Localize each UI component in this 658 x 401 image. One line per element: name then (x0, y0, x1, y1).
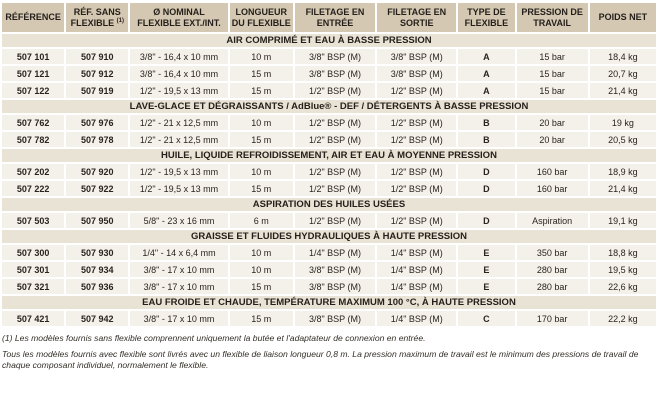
column-header: RÉFÉRENCE (2, 3, 64, 32)
table-cell: 22,2 kg (590, 311, 656, 326)
table-cell: 10 m (230, 245, 293, 260)
table-cell: B (458, 132, 514, 147)
table-cell: 20,5 kg (590, 132, 656, 147)
table-cell: 507 122 (2, 83, 64, 98)
table-cell: 507 978 (66, 132, 128, 147)
table-cell: 507 762 (2, 115, 64, 130)
table-cell: 507 101 (2, 49, 64, 64)
column-header: LONGUEUR DU FLEXIBLE (230, 3, 293, 32)
table-cell: 1/2" BSP (M) (295, 181, 375, 196)
section-row (2, 230, 656, 243)
table-row (2, 181, 656, 196)
column-header: FILETAGE EN ENTRÉE (295, 3, 375, 32)
section-row (2, 100, 656, 113)
table-cell: 15 m (230, 83, 293, 98)
table-cell: 1/2" - 19,5 x 13 mm (130, 83, 227, 98)
table-cell: 19,5 kg (590, 262, 656, 277)
table-cell: 280 bar (517, 262, 588, 277)
table-cell: 18,8 kg (590, 245, 656, 260)
table-cell: 1/4" BSP (M) (295, 245, 375, 260)
table-cell: 1/2" - 19,5 x 13 mm (130, 181, 227, 196)
table-cell: 507 930 (66, 245, 128, 260)
table-cell: 15 bar (517, 49, 588, 64)
table-cell: 21,4 kg (590, 181, 656, 196)
section-title: GRAISSE ET FLUIDES HYDRAULIQUES À HAUTE PRESSION (2, 230, 656, 243)
table-cell: 3/8" - 17 x 10 mm (130, 311, 227, 326)
table-cell: 160 bar (517, 181, 588, 196)
table-cell: E (458, 279, 514, 294)
table-cell: 15 m (230, 311, 293, 326)
table-cell: 1/4" BSP (M) (377, 245, 456, 260)
table-cell: 1/4" BSP (M) (377, 279, 456, 294)
table-cell: 19,1 kg (590, 213, 656, 228)
table-cell: 507 922 (66, 181, 128, 196)
table-cell: 1/2" BSP (M) (295, 132, 375, 147)
table-row (2, 245, 656, 260)
table-cell: 280 bar (517, 279, 588, 294)
table-cell: 1/2" BSP (M) (377, 181, 456, 196)
table-row (2, 311, 656, 326)
table-cell: 3/8" BSP (M) (377, 66, 456, 81)
table-cell: D (458, 181, 514, 196)
table-row (2, 164, 656, 179)
table-cell: D (458, 213, 514, 228)
table-cell: 3/8" - 16,4 x 10 mm (130, 49, 227, 64)
table-header (2, 3, 656, 32)
table-cell: 1/4" BSP (M) (377, 311, 456, 326)
table-cell: 15 bar (517, 83, 588, 98)
table-cell: 3/8" BSP (M) (295, 66, 375, 81)
table-cell: 507 300 (2, 245, 64, 260)
table-cell: 3/8" BSP (M) (377, 49, 456, 64)
column-header: TYPE DE FLEXIBLE (458, 3, 514, 32)
table-row (2, 83, 656, 98)
table-row (2, 213, 656, 228)
table-cell: 350 bar (517, 245, 588, 260)
table-cell: 6 m (230, 213, 293, 228)
table-cell: B (458, 115, 514, 130)
table-cell: 21,4 kg (590, 83, 656, 98)
table-cell: 3/8" BSP (M) (295, 311, 375, 326)
table-row (2, 115, 656, 130)
table-cell: 1/2" BSP (M) (295, 83, 375, 98)
table-cell: 5/8" - 23 x 16 mm (130, 213, 227, 228)
table-cell: 1/4" BSP (M) (377, 262, 456, 277)
table-cell: 10 m (230, 115, 293, 130)
footnotes (0, 328, 658, 372)
table-cell: 507 421 (2, 311, 64, 326)
table-cell: A (458, 83, 514, 98)
table-cell: 20,7 kg (590, 66, 656, 81)
table-cell: 1/2" BSP (M) (377, 132, 456, 147)
table-cell: 507 934 (66, 262, 128, 277)
table-cell: 18,9 kg (590, 164, 656, 179)
table-cell: 1/4" - 14 x 6,4 mm (130, 245, 227, 260)
table-cell: 1/2" BSP (M) (377, 164, 456, 179)
table-row (2, 49, 656, 64)
table-row (2, 262, 656, 277)
table-cell: 3/8" BSP (M) (295, 262, 375, 277)
table-body (2, 34, 656, 326)
table-cell: 15 m (230, 66, 293, 81)
table-cell: E (458, 245, 514, 260)
table-cell: 1/2" BSP (M) (295, 213, 375, 228)
table-cell: 1/2" BSP (M) (295, 115, 375, 130)
table-cell: 3/8" BSP (M) (295, 49, 375, 64)
table-cell: 15 m (230, 132, 293, 147)
table-cell: D (458, 164, 514, 179)
table-cell: 507 912 (66, 66, 128, 81)
table-cell: 3/8" - 17 x 10 mm (130, 262, 227, 277)
table-cell: Aspiration (517, 213, 588, 228)
section-row (2, 296, 656, 309)
table-cell: 507 910 (66, 49, 128, 64)
table-cell: 507 782 (2, 132, 64, 147)
table-cell: 160 bar (517, 164, 588, 179)
table-cell: C (458, 311, 514, 326)
table-cell: 10 m (230, 262, 293, 277)
table-cell: 18,4 kg (590, 49, 656, 64)
column-header: RÉF. SANS FLEXIBLE $^{(1)}$ (66, 3, 128, 32)
table-cell: 22,6 kg (590, 279, 656, 294)
footnote-marker: (1) (116, 17, 124, 24)
table-cell: 1/2" - 19,5 x 13 mm (130, 164, 227, 179)
table-cell: 507 976 (66, 115, 128, 130)
table-cell: 10 m (230, 164, 293, 179)
table-cell: 507 121 (2, 66, 64, 81)
table-cell: 15 bar (517, 66, 588, 81)
section-title: ASPIRATION DES HUILES USÉES (2, 198, 656, 211)
table-cell: 19 kg (590, 115, 656, 130)
table-cell: 15 m (230, 181, 293, 196)
table-cell: 10 m (230, 49, 293, 64)
column-header: PRESSION DE TRAVAIL (517, 3, 588, 32)
table-cell: 507 942 (66, 311, 128, 326)
footnote-general: Tous les modèles fournis avec flexible sont livrés avec un flexible de liaison longueur 0,8 m. La pression maximum de travail est le minimum des pressions de travail de chaque composant individuel, normalement le flexible. (2, 349, 639, 371)
table-cell: 507 936 (66, 279, 128, 294)
section-row (2, 149, 656, 162)
table-cell: 507 202 (2, 164, 64, 179)
column-header: POIDS NET (590, 3, 656, 32)
table-cell: 1/2" BSP (M) (377, 115, 456, 130)
product-table (0, 1, 658, 328)
header-row (2, 3, 656, 32)
table-cell: 3/8" BSP (M) (295, 279, 375, 294)
table-row (2, 279, 656, 294)
table-cell: 1/2" - 21 x 12,5 mm (130, 132, 227, 147)
section-title: AIR COMPRIMÉ ET EAU À BASSE PRESSION (2, 34, 656, 47)
table-row (2, 132, 656, 147)
column-header: FILETAGE EN SORTIE (377, 3, 456, 32)
section-row (2, 198, 656, 211)
table-cell: 1/2" BSP (M) (295, 164, 375, 179)
table-cell: 1/2" BSP (M) (377, 213, 456, 228)
section-title: HUILE, LIQUIDE REFROIDISSEMENT, AIR ET EAU À MOYENNE PRESSION (2, 149, 656, 162)
table-cell: A (458, 66, 514, 81)
table-cell: 507 950 (66, 213, 128, 228)
table-cell: 507 321 (2, 279, 64, 294)
table-cell: 1/2" - 21 x 12,5 mm (130, 115, 227, 130)
table-cell: 1/2" BSP (M) (377, 83, 456, 98)
table-cell: 170 bar (517, 311, 588, 326)
section-row (2, 34, 656, 47)
table-cell: 507 301 (2, 262, 64, 277)
section-title: LAVE-GLACE ET DÉGRAISSANTS / AdBlue® - DEF / DÉTERGENTS À BASSE PRESSION (2, 100, 656, 113)
table-cell: A (458, 49, 514, 64)
column-header: Ø NOMINAL FLEXIBLE EXT./INT. (130, 3, 227, 32)
table-cell: 507 222 (2, 181, 64, 196)
table-cell: 3/8" - 16,4 x 10 mm (130, 66, 227, 81)
footnote-1: (1) Les modèles fournis sans flexible comprennent uniquement la butée et l'adaptateur de connexion en entrée. (2, 333, 426, 343)
section-title: EAU FROIDE ET CHAUDE, TEMPÉRATURE MAXIMUM 100 °C, À HAUTE PRESSION (2, 296, 656, 309)
table-cell: 3/8" - 17 x 10 mm (130, 279, 227, 294)
table-cell: 507 920 (66, 164, 128, 179)
table-cell: 20 bar (517, 132, 588, 147)
table-cell: 20 bar (517, 115, 588, 130)
table-cell: 507 503 (2, 213, 64, 228)
table-row (2, 66, 656, 81)
table-cell: 507 919 (66, 83, 128, 98)
table-cell: 15 m (230, 279, 293, 294)
table-cell: E (458, 262, 514, 277)
